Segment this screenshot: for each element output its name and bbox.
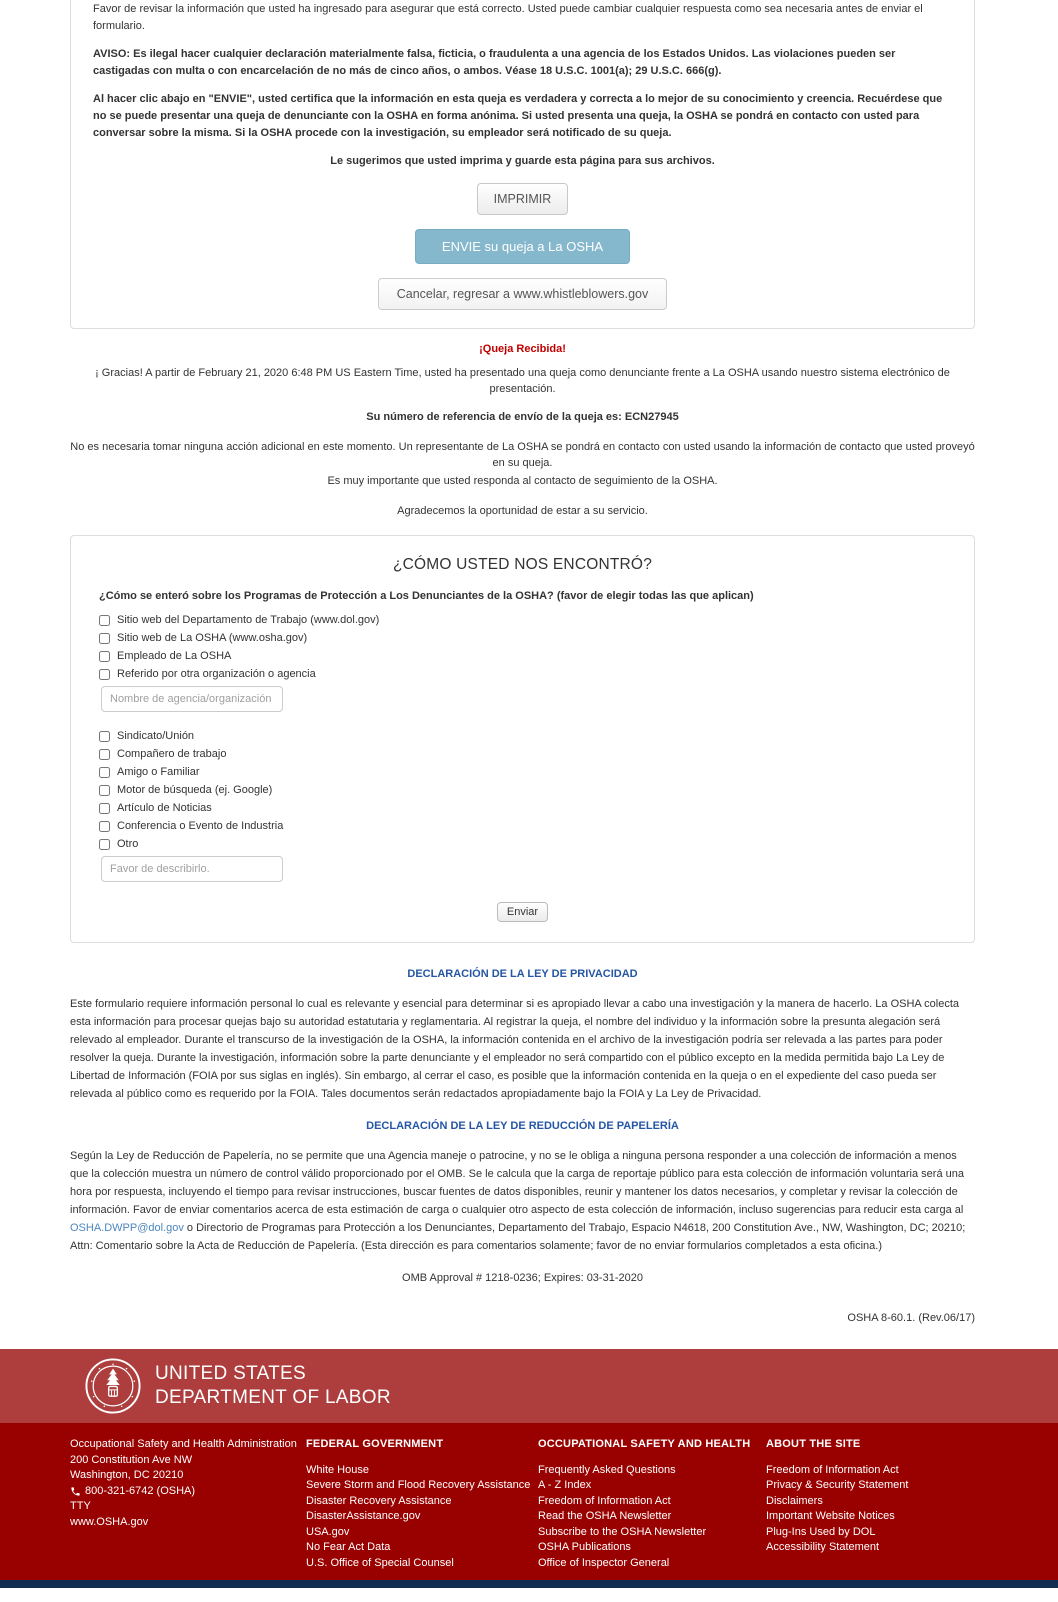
footer-navy-strip [0,1580,1058,1588]
footer-agency-line: Occupational Safety and Health Administration [70,1438,297,1450]
footer-federal-links [306,1463,538,1572]
footer-about-column [766,1437,986,1580]
survey-option-label: Conferencia o Evento de Industria [117,820,284,832]
footer-about-links [766,1463,986,1556]
survey-option-checkbox[interactable] [99,839,110,850]
survey-option-row[interactable] [99,668,946,680]
paperwork-body-before-link: Según la Ley de Reducción de Papelería, no se permite que una Agencia maneje o patrocine, y no se le obliga a ninguna persona responder a una colección de información a menos que la colección muestra un número de control válido proporcionado por el OMB. Se le calcula que la carga de reportaje público para esta colección de información voluntaria será una hora por respuesta, incluyendo el tiempo para revisar instrucciones, buscar fuentes de datos disponibles, reunir y mantener los datos necesarios, y completar y revisar la colección de información. Favor de enviar comentarios acerca de esta estimación de carga o cualquier otro aspecto de esta colección de información, incluso sugerencias para reducir esta carga al [70,1150,964,1216]
footer-link[interactable]: A - Z Index [538,1479,592,1491]
survey-option-checkbox[interactable] [99,785,110,796]
receipt-section [70,341,975,519]
privacy-act-body: Este formulario requiere información personal lo cual es relevante y esencial para determinar si es apropiado llevar a cabo una investigación y la manera de hacerlo. La OSHA colecta esta información para procesar quejas bajo su autoridad estatutaria y reglamentaria. Al registrar la queja, el nombre del individuo y la información sobre la presunta alegación será relevado al empleador. Durante el transcurso de la investigación de la OSHA, la información contenida en el archivo de la investigación podría ser relevada a las partes para poder resolver la queja. Durante la investigación, información sobre la parte denunciante y el empleador no será compartido con el público excepto en la medida permitida bajo La Ley de Libertad de Información (FOIA por sus siglas en inglés). Sin embargo, al cerrar el caso, es posible que la información contenida en la queja o en el expediente del caso pueda ser relevada al público como es requerido por la FOIA. Tales documentos serán redactados apropiadamente bajo la FOIA y La Ley de Privacidad. [70,998,960,1100]
survey-option-checkbox[interactable] [99,669,110,680]
footer-website-link[interactable]: www.OSHA.gov [70,1515,149,1528]
paperwork-body-after-link: o Directorio de Programas para Protección a los Denunciantes, Departamento del Trabajo, Espacio N4618, 200 Constitution Ave., NW, Washington, DC; 20210; Attn: Comentario sobre la Acta de Reducción de Papelería. (Esta dirección es para comentarios solamente; favor de no enviar formularios completados a esta oficina.) [70,1222,966,1252]
other-description-input[interactable] [101,856,283,882]
paperwork-act-body [70,1147,975,1255]
survey-option-checkbox[interactable] [99,803,110,814]
survey-option-row[interactable] [99,650,946,662]
follow-up-text: Es muy importante que usted responda al contacto de seguimiento de la OSHA. [327,475,718,487]
footer-link[interactable]: U.S. Office of Special Counsel [306,1556,454,1569]
survey-option-label: Sindicato/Unión [117,730,195,742]
survey-submit-button[interactable]: Enviar [497,902,548,922]
footer-osh-heading: OCCUPATIONAL SAFETY AND HEALTH [538,1438,751,1450]
confirmation-panel [70,0,975,329]
footer-federal-column [306,1437,538,1580]
footer-agency-name [155,1362,391,1410]
survey-option-label: Sitio web de La OSHA (www.osha.gov) [117,632,308,644]
footer-address-line1: 200 Constitution Ave NW [70,1453,193,1466]
reference-number-text: Su número de referencia de envío de la queja es: ECN27945 [366,411,679,423]
survey-option-checkbox[interactable] [99,767,110,778]
footer-link[interactable]: Plug-Ins Used by DOL [766,1525,876,1538]
footer-osh-column [538,1437,766,1580]
footer-link[interactable]: Freedom of Information Act [538,1494,671,1507]
footer-link[interactable]: Important Website Notices [766,1510,895,1522]
survey-option-label: Compañero de trabajo [117,748,227,760]
footer-phone-number: 800-321-6742 (OSHA) [85,1484,196,1497]
survey-panel [70,535,975,943]
footer-link[interactable]: Subscribe to the OSHA Newsletter [538,1525,707,1538]
survey-question: ¿Cómo se enteró sobre los Programas de Protección a Los Denunciantes de la OSHA? (favor de elegir todas las que aplican) [99,590,754,602]
footer-agency-name-line2: DEPARTMENT OF LABOR [155,1387,391,1408]
footer-agency-name-line1: UNITED STATES [155,1363,306,1384]
aviso-warning-text: AVISO: Es ilegal hacer cualquier declaración materialmente falsa, ficticia, o fraudulenta a una agencia de los Estados Unidos. Las violaciones pueden ser castigadas con multa o con encarcelación de no más de cinco años, o ambos. Véase 18 U.S.C. 1001(a); 29 U.S.C. 666(g). [93,48,896,77]
cancel-button[interactable]: Cancelar, regresar a www.whistleblowers.gov [378,278,668,310]
dol-seal-icon [84,1357,142,1415]
footer-link[interactable]: Accessibility Statement [766,1541,880,1553]
footer-link[interactable]: Disaster Recovery Assistance [306,1494,452,1507]
survey-option-label: Otro [117,838,139,850]
footer-about-heading: ABOUT THE SITE [766,1438,861,1450]
footer-phone-line [70,1484,306,1500]
survey-option-row[interactable] [99,784,946,796]
print-hint-text: Le sugerimos que usted imprima y guarde esta página para sus archivos. [330,155,715,167]
footer-tty-link[interactable]: TTY [70,1500,91,1512]
survey-option-row[interactable] [99,748,946,760]
footer-link[interactable]: Frequently Asked Questions [538,1463,676,1476]
survey-option-checkbox[interactable] [99,821,110,832]
footer-links-band [0,1423,1058,1580]
print-button[interactable]: IMPRIMIR [477,183,569,215]
footer-link[interactable]: Office of Inspector General [538,1556,670,1569]
main-content [70,0,975,1327]
survey-options-group1 [99,614,946,680]
footer-brand-band [0,1349,1058,1423]
closing-text: Agradecemos la oportunidad de estar a su servicio. [397,505,648,517]
review-instructions-text: Favor de revisar la información que usted ha ingresado para asegurar que está correcto. Usted puede cambiar cualquier respuesta como sea necesaria antes de enviar el formulario. [93,3,923,32]
certify-text: Al hacer clic abajo en "ENVIE", usted certifica que la información en esta queja es verdadera y correcta a lo mejor de su conocimiento y creencia. Recuérdese que no se puede presentar una queja de denunciante con la OSHA en forma anónima. Si usted presenta una queja, la OSHA se pondrá en contacto con usted para conversar sobre la misma. Si la OSHA procede con la investigación, su empleador será notificado de su queja. [93,93,943,139]
footer-link[interactable]: DisasterAssistance.gov [306,1510,421,1522]
survey-option-label: Amigo o Familiar [117,766,200,778]
phone-icon [70,1486,81,1497]
footer-link[interactable]: Freedom of Information Act [766,1463,899,1476]
survey-option-checkbox[interactable] [99,615,110,626]
survey-option-checkbox[interactable] [99,633,110,644]
survey-option-row[interactable] [99,820,946,832]
statements-section [70,965,975,1327]
survey-option-checkbox[interactable] [99,749,110,760]
survey-option-row[interactable] [99,838,946,850]
footer-link[interactable]: No Fear Act Data [306,1541,391,1553]
survey-option-label: Motor de búsqueda (ej. Google) [117,784,273,796]
footer [0,1349,1058,1588]
footer-osh-links [538,1463,766,1572]
footer-link[interactable]: USA.gov [306,1525,350,1538]
survey-option-row[interactable] [99,802,946,814]
footer-link[interactable]: Read the OSHA Newsletter [538,1510,672,1522]
submit-complaint-button[interactable]: ENVIE su queja a La OSHA [415,229,630,264]
footer-link[interactable]: Privacy & Security Statement [766,1479,909,1491]
footer-link[interactable]: OSHA Publications [538,1541,631,1553]
survey-option-row[interactable] [99,614,946,626]
survey-option-checkbox[interactable] [99,651,110,662]
omb-approval-text: OMB Approval # 1218-0236; Expires: 03-31-2020 [402,1272,643,1284]
survey-option-label: Artículo de Noticias [117,802,212,814]
osha-dwpp-email-link[interactable]: OSHA.DWPP@dol.gov [70,1222,184,1234]
paperwork-act-heading: DECLARACIÓN DE LA LEY DE REDUCCIÓN DE PAPELERÍA [366,1120,679,1132]
receipt-thanks-text: ¡ Gracias! A partir de February 21, 2020 6:48 PM US Eastern Time, usted ha presentado una queja como denunciante frente a La OSHA usando nuestro sistema electrónico de presentación. [95,367,950,395]
footer-link[interactable]: White House [306,1463,369,1476]
form-number-text: OSHA 8-60.1. (Rev.06/17) [847,1312,975,1324]
survey-option-label: Referido por otra organización o agencia [117,668,316,680]
privacy-act-heading: DECLARACIÓN DE LA LEY DE PRIVACIDAD [407,968,638,980]
footer-link[interactable]: Disclaimers [766,1494,823,1507]
survey-option-row[interactable] [99,766,946,778]
footer-link[interactable]: Severe Storm and Flood Recovery Assistance [306,1479,531,1491]
survey-options-group2 [99,730,946,850]
receipt-title: ¡Queja Recibida! [479,343,566,355]
agency-name-input[interactable] [101,686,283,712]
footer-contact-column [70,1437,306,1580]
survey-option-label: Sitio web del Departamento de Trabajo (www.dol.gov) [117,614,380,626]
footer-federal-heading: FEDERAL GOVERNMENT [306,1438,444,1450]
no-action-text: No es necesaria tomar ninguna acción adicional en este momento. Un representante de La OSHA se pondrá en contacto con usted usando la información de contacto que usted proveyó en su queja. [70,441,975,469]
survey-option-label: Empleado de La OSHA [117,650,232,662]
survey-option-row[interactable] [99,730,946,742]
survey-title: ¿CÓMO USTED NOS ENCONTRÓ? [392,556,653,573]
survey-option-row[interactable] [99,632,946,644]
survey-option-checkbox[interactable] [99,731,110,742]
footer-address-line2: Washington, DC 20210 [70,1469,184,1481]
